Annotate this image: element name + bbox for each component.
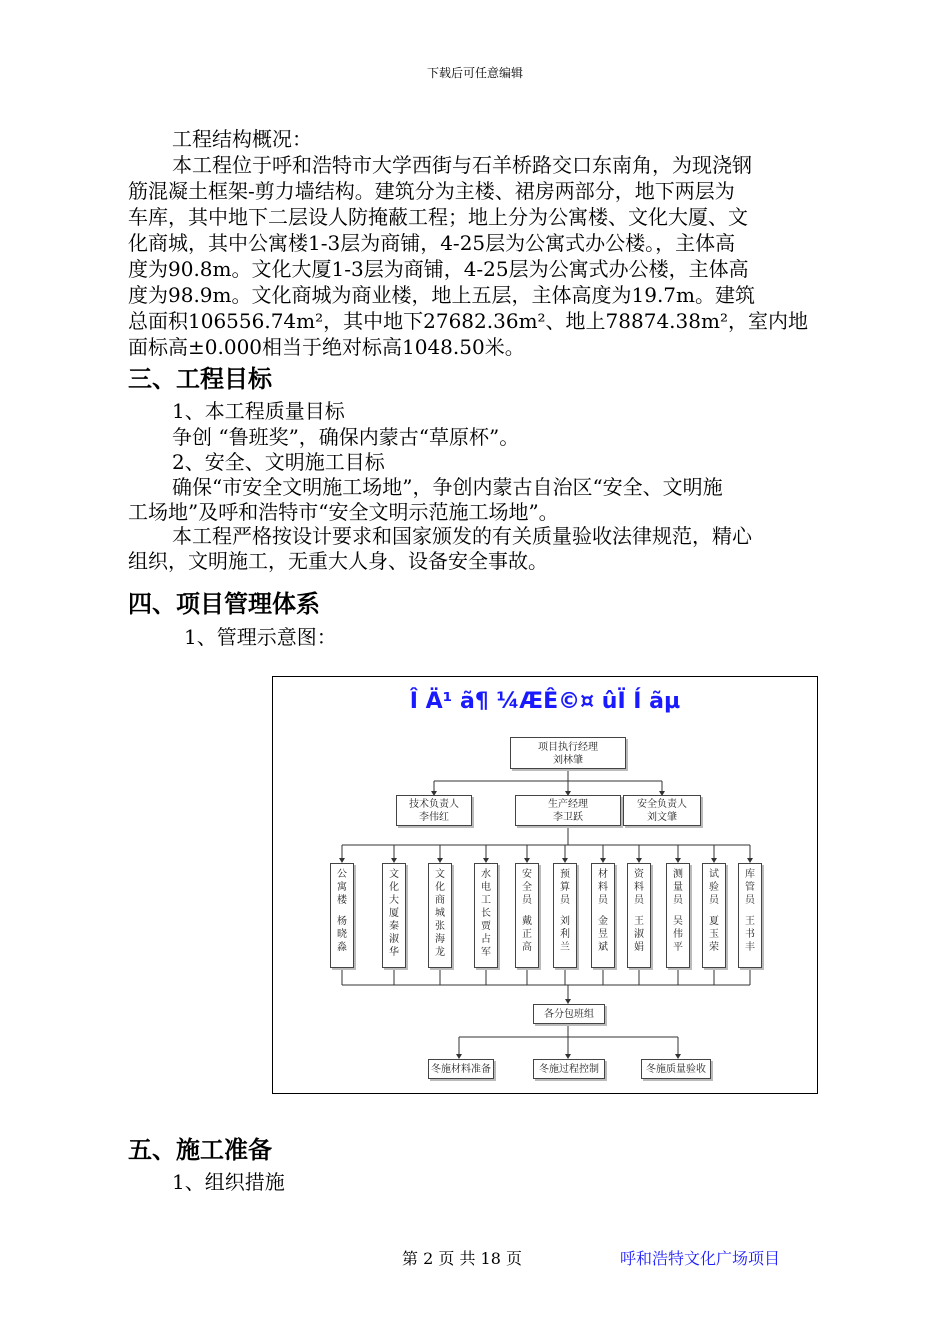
org-staff-node: 材 料 员 金 昱 斌 xyxy=(591,863,615,968)
org-staff-node: 库 管 员 王 书 丰 xyxy=(738,863,762,968)
org-node-person: 李伟红 xyxy=(419,812,449,823)
overview-line: 度为98.9m。文化商城为商业楼，地上五层，主体高度为19.7m。建筑 xyxy=(128,283,755,307)
section3-item1: 1、本工程质量目标 xyxy=(172,399,345,423)
org-staff-node: 文 化 大 厦 秦 淑 华 xyxy=(382,863,406,968)
overview-line: 化商城，其中公寓楼1-3层为商铺，4-25层为公寓式办公楼。，主体高 xyxy=(128,231,736,255)
org-node-role: 项目执行经理 xyxy=(538,742,598,753)
section-heading: 五、施工准备 xyxy=(128,1136,272,1164)
org-staff-node: 预 算 员 刘 利 兰 xyxy=(553,863,577,968)
org-node-level2 xyxy=(623,795,701,826)
org-node-bottom: 冬施质量验收 xyxy=(641,1059,711,1079)
project-name: 呼和浩特文化广场项目 xyxy=(620,1249,781,1268)
section3-item2-line: 确保“市安全文明施工场地”，争创内蒙古自治区“安全、文明施 xyxy=(172,475,723,499)
section3-summary-line: 本工程严格按设计要求和国家颁发的有关质量验收法律规范，精心 xyxy=(172,524,752,548)
org-node-subcontract: 各分包班组 xyxy=(533,1004,605,1024)
org-node-level2 xyxy=(515,795,621,826)
overview-line: 车库，其中地下二层设人防掩蔽工程；地上分为公寓楼、文化大厦、文 xyxy=(128,205,748,229)
section5-item1: 1、组织措施 xyxy=(172,1170,285,1194)
org-node-person: 李卫跃 xyxy=(553,812,583,823)
org-staff-node: 公 寓 楼 杨 晓 淼 xyxy=(330,863,354,968)
org-staff-node: 水 电 工 长 贾 占 军 xyxy=(474,863,498,968)
section4-item1: 1、管理示意图： xyxy=(184,625,337,649)
section3-item2: 2、安全、文明施工目标 xyxy=(172,450,385,474)
org-node-bottom: 冬施过程控制 xyxy=(533,1059,605,1079)
org-chart-title: Î Ä¹ ã¶ ¼ÆÊ©¤ ûÏ Í ãµ xyxy=(409,689,681,714)
org-node-role: 技术负责人 xyxy=(409,799,459,810)
org-node-bottom: 冬施材料准备 xyxy=(428,1059,494,1079)
section3-summary-line: 组织，文明施工，无重大人身、设备安全事故。 xyxy=(128,549,548,573)
section3-item1-text: 争创 “鲁班奖”，确保内蒙古“草原杯”。 xyxy=(172,425,520,449)
org-staff-node: 文 化 商 城 张 海 龙 xyxy=(428,863,452,968)
org-node-role: 安全负责人 xyxy=(637,799,687,810)
overview-line: 面标高±0.000相当于绝对标高1048.50米。 xyxy=(128,335,525,359)
org-chart xyxy=(272,676,818,1094)
org-node-top xyxy=(510,737,626,769)
page-header: 下载后可任意编辑 xyxy=(426,66,523,80)
org-staff-node: 资 料 员 王 淑 娟 xyxy=(627,863,651,968)
section3-item2-line: 工场地”及呼和浩特市“安全文明示范施工场地”。 xyxy=(128,500,559,524)
org-staff-node: 安 全 员 戴 正 高 xyxy=(515,863,539,968)
overview-title: 工程结构概况： xyxy=(172,127,312,151)
page-number: 第 2 页 共 18 页 xyxy=(402,1249,522,1268)
org-node-person: 刘文肇 xyxy=(647,812,677,823)
org-node-role: 生产经理 xyxy=(548,799,588,810)
overview-line: 总面积106556.74m²，其中地下27682.36m²、地上78874.38m²，室内地 xyxy=(128,309,808,333)
section-heading: 四、项目管理体系 xyxy=(128,590,320,618)
org-staff-node: 测 量 员 吴 伟 平 xyxy=(666,863,690,968)
org-node-person: 刘林肇 xyxy=(553,755,583,766)
org-node-level2 xyxy=(396,795,472,826)
org-staff-node: 试 验 员 夏 玉 荣 xyxy=(702,863,726,968)
overview-line: 度为90.8m。文化大厦1-3层为商铺，4-25层为公寓式办公楼，主体高 xyxy=(128,257,749,281)
overview-line: 筋混凝土框架-剪力墙结构。建筑分为主楼、裙房两部分，地下两层为 xyxy=(128,179,735,203)
section-heading: 三、工程目标 xyxy=(128,365,272,393)
overview-line: 本工程位于呼和浩特市大学西街与石羊桥路交口东南角，为现浇钢 xyxy=(172,153,752,177)
